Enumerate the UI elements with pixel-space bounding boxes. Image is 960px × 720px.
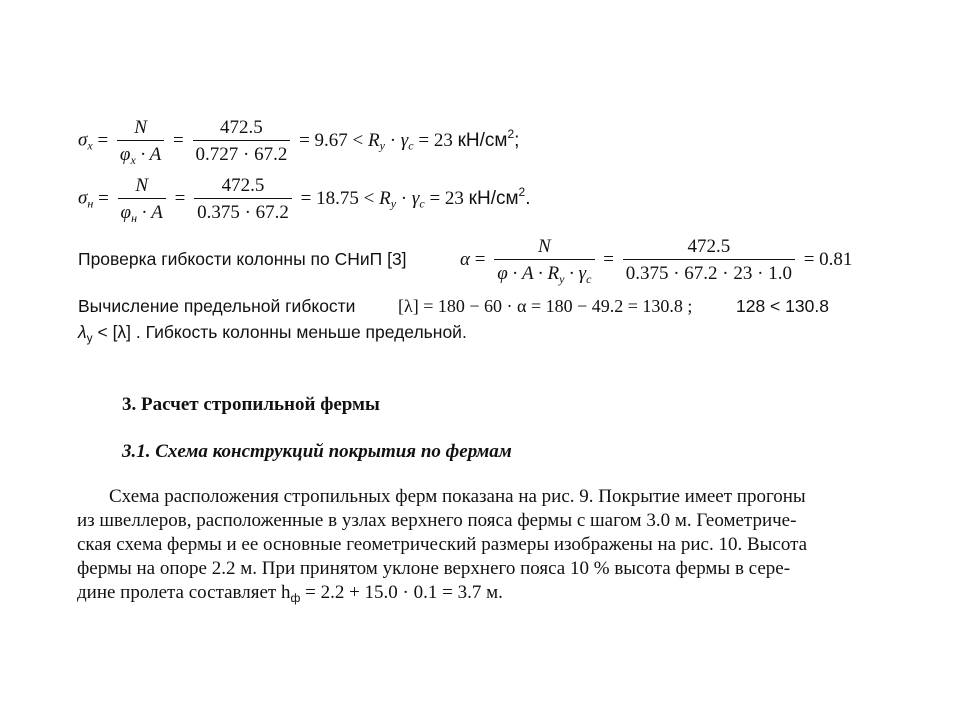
paragraph-line: дине пролета составляет $h_ф = 2.2 + 15.0 \cdot 0.1 = 3.7$ м.	[77, 582, 503, 605]
fraction-numeric	[194, 175, 292, 223]
alpha-symbol: α	[460, 249, 470, 270]
fraction-denominator: 0.727 · 67.2	[195, 144, 288, 165]
result-value: = 0.81	[803, 249, 853, 270]
section-heading: 3. Расчет стропильной фермы	[122, 394, 380, 415]
fraction-denominator: 0.375 · 67.2	[197, 202, 289, 223]
resistance-symbol: R	[379, 188, 391, 209]
phi-symbol: φ	[119, 144, 131, 165]
phi-subscript: x	[130, 153, 136, 167]
equals-sign: =	[98, 188, 109, 209]
formula-sigma-x	[78, 117, 519, 165]
alpha-check-label: Проверка гибкости колонны по СНиП [3]	[78, 249, 407, 269]
fraction-numeric	[193, 117, 291, 165]
limit-flex-compare: 128 < 130.8	[736, 296, 829, 316]
fraction-symbolic	[494, 236, 594, 284]
sigma-symbol: σ	[78, 187, 88, 209]
resistance-symbol: R	[368, 130, 380, 151]
equals-sign: =	[474, 249, 486, 270]
body-paragraph	[77, 485, 895, 605]
equals-sign: =	[173, 130, 184, 151]
fraction-symbolic	[118, 175, 166, 223]
formula-alpha	[460, 236, 852, 284]
phi-symbol: φ	[120, 202, 132, 223]
formula-sigma-n	[78, 175, 531, 223]
fraction-numerator: N	[494, 236, 594, 260]
resistance-subscript: y	[390, 196, 397, 211]
area-term: · A	[141, 202, 163, 223]
lambda-subscript: y	[86, 331, 93, 345]
resistance-subscript: y	[379, 138, 385, 153]
equals-sign: =	[174, 188, 186, 209]
limit-value: = 23	[418, 130, 453, 151]
sigma-subscript: н	[87, 196, 94, 211]
fraction-symbolic	[117, 117, 164, 165]
fraction-denominator	[117, 141, 164, 165]
equals-sign: =	[603, 249, 614, 270]
fraction-denominator: 0.375 · 67.2 · 23 · 1.0	[625, 263, 792, 284]
fraction-numerator: N	[117, 117, 164, 141]
gamma-subscript: c	[419, 196, 425, 211]
conclusion-line	[78, 322, 467, 343]
fraction-numerator: 472.5	[623, 236, 795, 260]
fraction-denominator: $\varphi \cdot A \cdot R_y \cdot \gamma_c$	[497, 263, 592, 286]
gamma-symbol: γ	[400, 130, 409, 151]
result-value: = 18.75 <	[300, 188, 375, 209]
area-term: · A	[140, 144, 162, 165]
limit-flex-label: Вычисление предельной гибкости	[78, 296, 356, 316]
sigma-subscript: x	[87, 138, 93, 153]
paragraph-line: из швеллеров, расположенные в узлах верхнего пояса фермы с шагом 3.0 м. Геометриче-	[77, 510, 797, 531]
multiply-dot: ·	[389, 130, 397, 151]
gamma-subscript: c	[408, 138, 414, 153]
fraction-numerator: 472.5	[193, 117, 291, 141]
equals-sign: =	[97, 130, 109, 151]
multiply-dot: ·	[400, 188, 408, 209]
conclusion-text: < [λ] . Гибкость колонны меньше предельной.	[92, 322, 467, 342]
fraction-denominator	[118, 199, 166, 223]
paragraph-line: Схема расположения стропильных ферм показана на рис. 9. Покрытие имеет прогоны	[109, 486, 806, 507]
subsection-heading: 3.1. Схема конструкций покрытия по фермам	[122, 441, 512, 462]
fraction-numerator: N	[118, 175, 166, 199]
lambda-symbol: λ	[78, 322, 87, 342]
limit-value: = 23	[429, 188, 464, 209]
unit-label: $кН/см^2$;	[457, 127, 520, 151]
paragraph-line: фермы на опоре 2.2 м. При принятом уклоне верхнего пояса 10 % высота фермы в сере-	[77, 558, 791, 579]
paragraph-line: ская схема фермы и ее основные геометрический размеры изображены на рис. 10. Высота	[77, 534, 808, 555]
sigma-symbol: σ	[78, 129, 88, 151]
gamma-symbol: γ	[411, 188, 420, 209]
unit-label: $кН/см^2$.	[468, 185, 531, 209]
phi-subscript: н	[131, 211, 138, 225]
limit-flex-expression: [λ] = 180 − 60 · α = 180 − 49.2 = 130.8 ;	[398, 296, 693, 316]
fraction-numeric	[623, 236, 795, 284]
fraction-numerator: 472.5	[194, 175, 292, 199]
result-value: = 9.67 <	[299, 130, 364, 151]
